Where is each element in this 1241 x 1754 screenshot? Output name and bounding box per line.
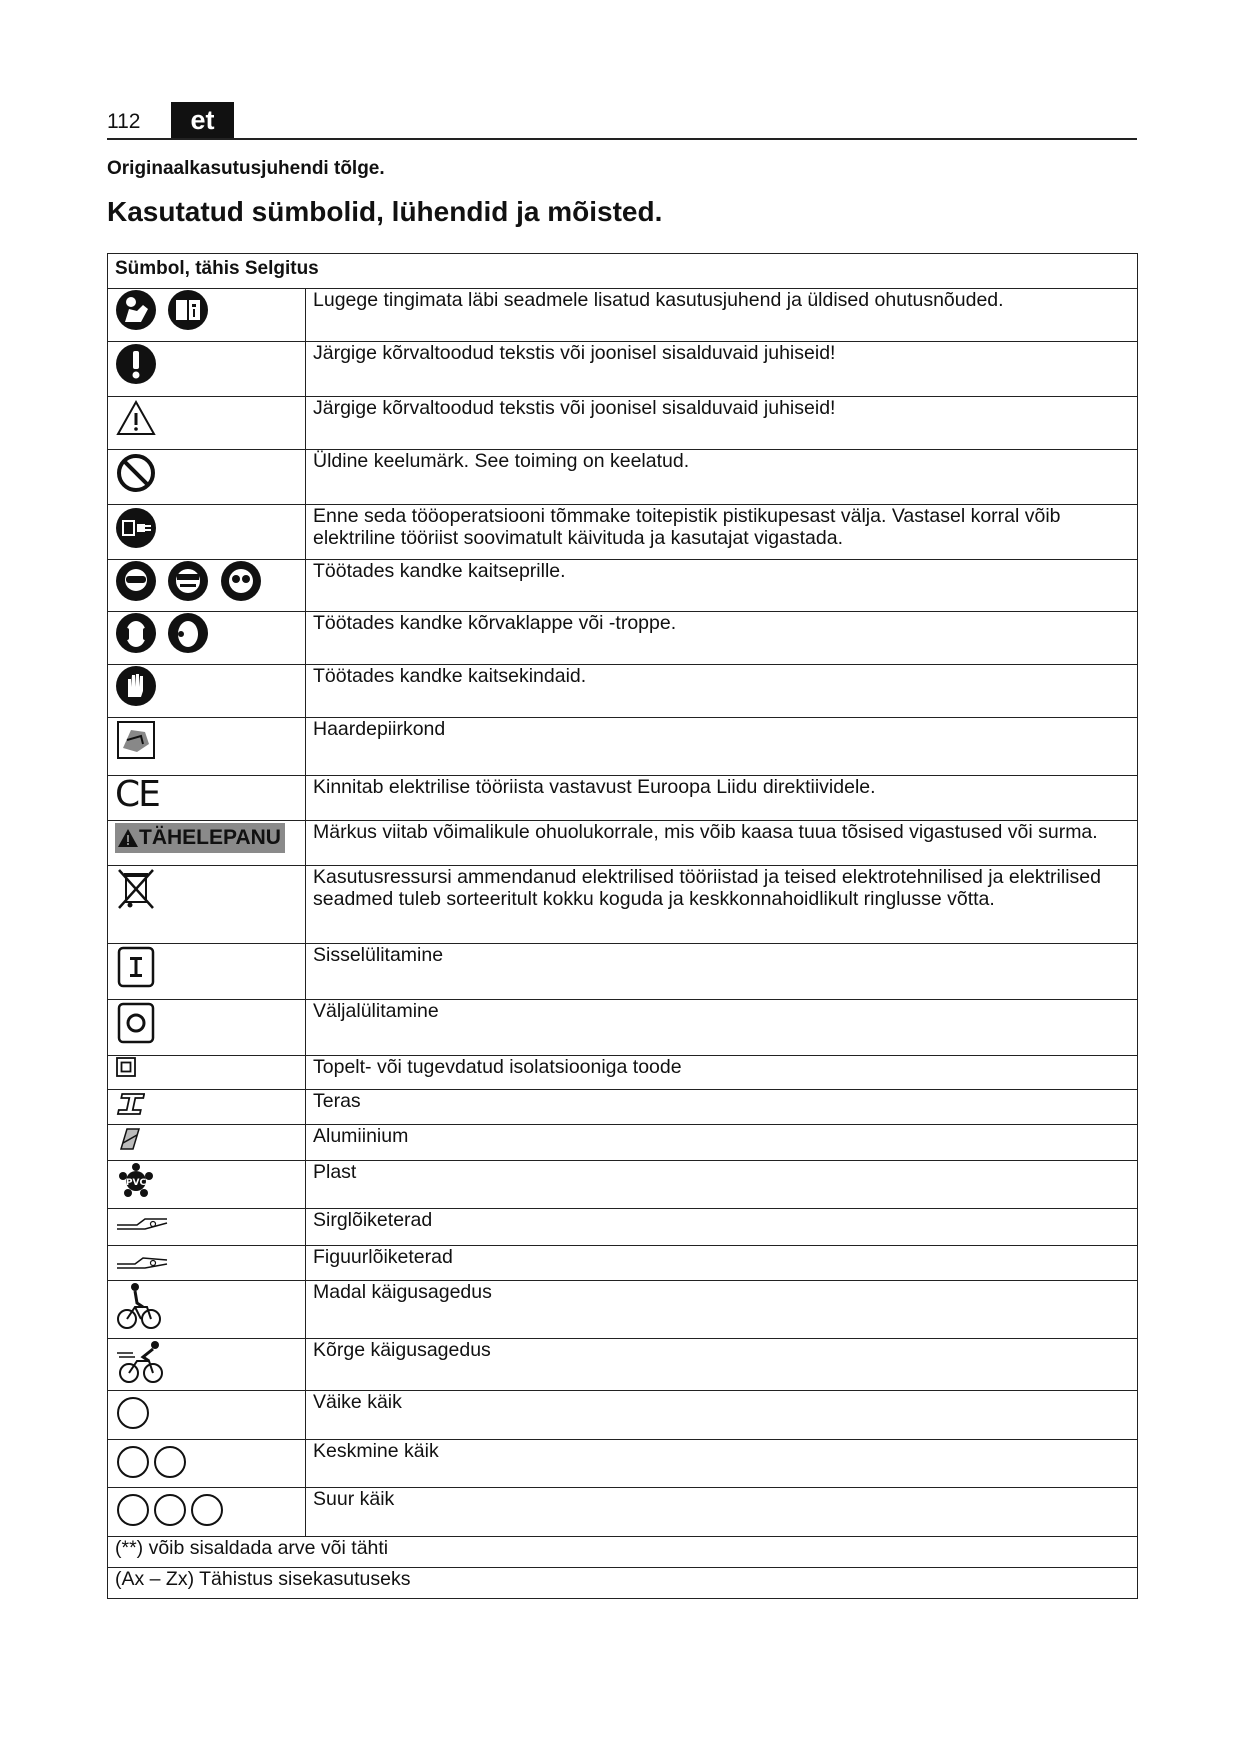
table-row: [108, 1161, 1138, 1209]
table-row: [108, 821, 1138, 866]
symbol-cell: [108, 1281, 306, 1339]
double-insulation-icon: [115, 1056, 137, 1078]
table-row: [108, 1281, 1138, 1339]
symbol-cell: [108, 665, 306, 718]
description-cell: Figuurlõiketerad: [306, 1246, 1138, 1281]
table-row: [108, 560, 1138, 612]
warning-triangle-icon: [115, 397, 157, 439]
table-row: [108, 1000, 1138, 1056]
aluminium-icon: [115, 1125, 145, 1153]
ear-plugs-icon: [167, 612, 209, 654]
symbol-cell: [108, 821, 306, 866]
description-cell: Töötades kandke kõrvaklappe või -troppe.: [306, 612, 1138, 665]
symbol-cell: [108, 1391, 306, 1440]
exclamation-circle-icon: [115, 342, 157, 386]
low-stroke-rate-icon: [115, 1281, 163, 1331]
symbol-cell: [108, 1209, 306, 1246]
description-cell: Järgige kõrvaltoodud tekstis või joonisel sisalduvaid juhiseid!: [306, 342, 1138, 397]
footnote: (Ax – Zx) Tähistus sisekasutuseks: [108, 1568, 1138, 1599]
weee-bin-icon: [115, 866, 157, 912]
symbol-cell: [108, 1000, 306, 1056]
description-cell: Enne seda tööoperatsiooni tõmmake toitepistik pistikupesast välja. Vastasel korral võib elektriline tööriist soovimatult käivituda ja kasutajat vigastada.: [306, 505, 1138, 560]
table-row: [108, 1056, 1138, 1090]
symbol-cell: [108, 776, 306, 821]
page-title: Kasutatud sümbolid, lühendid ja mõisted.: [107, 196, 663, 227]
description-cell: Järgige kõrvaltoodud tekstis või joonisel sisalduvaid juhiseid!: [306, 397, 1138, 450]
description-cell: Plast: [306, 1161, 1138, 1209]
description-cell: Kõrge käigusagedus: [306, 1339, 1138, 1391]
large-orbit-icon: [115, 1488, 231, 1528]
table-header-row: [108, 254, 1138, 289]
table-row: [108, 1391, 1138, 1440]
table-row: [108, 776, 1138, 821]
description-cell: Kinnitab elektrilise tööriista vastavust Euroopa Liidu direktiividele.: [306, 776, 1138, 821]
description-cell: Topelt- või tugevdatud isolatsiooniga toode: [306, 1056, 1138, 1090]
power-on-icon: [115, 944, 157, 990]
symbol-cell: [108, 289, 306, 342]
symbol-cell: [108, 342, 306, 397]
symbol-cell: [108, 718, 306, 776]
table-row: [108, 289, 1138, 342]
language-badge: et: [171, 102, 234, 138]
table-row: [108, 1339, 1138, 1391]
symbol-cell: [108, 1161, 306, 1209]
description-cell: Alumiinium: [306, 1125, 1138, 1161]
description-cell: Sirglõiketerad: [306, 1209, 1138, 1246]
small-orbit-icon: [115, 1391, 155, 1431]
symbol-cell: [108, 1090, 306, 1125]
table-row: [108, 1090, 1138, 1125]
table-row: [108, 612, 1138, 665]
symbol-cell: [108, 450, 306, 505]
ce-mark-icon: CE: [115, 774, 159, 815]
curve-cut-blade-icon: [115, 1246, 169, 1272]
description-cell: Üldine keelumärk. See toiming on keelatud.: [306, 450, 1138, 505]
footnote: (**) võib sisaldada arve või tähti: [108, 1537, 1138, 1568]
description-cell: Märkus viitab võimalikule ohuolukorrale, mis võib kaasa tuua tõsised vigastused või surma.: [306, 821, 1138, 866]
description-cell: Väike käik: [306, 1391, 1138, 1440]
description-cell: Töötades kandke kaitseprille.: [306, 560, 1138, 612]
prohibition-icon: [115, 450, 157, 494]
gloves-icon: [115, 665, 157, 707]
straight-cut-blade-icon: [115, 1209, 169, 1235]
description-cell: Sisselülitamine: [306, 944, 1138, 1000]
protective-glasses-icon: [220, 560, 262, 602]
description-cell: Kasutusressursi ammendanud elektrilised tööriistad ja teised elektrotehnilised ja elektrilised seadmed tuleb sorteeritult kokku koguda ja keskkonnahoidlikult ringlusse võtta.: [306, 866, 1138, 944]
symbol-cell: [108, 1339, 306, 1391]
description-cell: Madal käigusagedus: [306, 1281, 1138, 1339]
grip-area-icon: [115, 718, 157, 762]
table-row: [108, 1209, 1138, 1246]
description-cell: Keskmine käik: [306, 1440, 1138, 1488]
power-off-icon: [115, 1000, 157, 1046]
page-number: 112: [107, 110, 141, 133]
footnote-row: [108, 1568, 1138, 1599]
safety-goggles-icon: [115, 560, 157, 602]
symbol-cell: [108, 1440, 306, 1488]
medium-orbit-icon: [115, 1440, 195, 1480]
symbol-cell: [108, 1125, 306, 1161]
plastic-pvc-icon: [115, 1161, 157, 1201]
document-subtitle: Originaalkasutusjuhendi tõlge.: [107, 158, 385, 179]
warning-triangle-icon: [117, 828, 139, 848]
symbol-cell: [108, 1488, 306, 1537]
table-row: [108, 450, 1138, 505]
description-cell: Haardepiirkond: [306, 718, 1138, 776]
read-manual-icon: [115, 289, 157, 331]
symbol-cell: [108, 866, 306, 944]
table-row: [108, 342, 1138, 397]
table-row: [108, 505, 1138, 560]
symbol-cell: [108, 612, 306, 665]
symbol-cell: [108, 1056, 306, 1090]
description-cell: Suur käik: [306, 1488, 1138, 1537]
symbol-cell: [108, 397, 306, 450]
face-shield-icon: [167, 560, 209, 602]
warning-banner-label: TÄHELEPANU: [139, 826, 281, 849]
unplug-icon: [115, 505, 157, 549]
symbol-cell: [108, 560, 306, 612]
table-row: [108, 397, 1138, 450]
steel-icon: [115, 1090, 145, 1118]
description-cell: Töötades kandke kaitsekindaid.: [306, 665, 1138, 718]
table-header: Sümbol, tähis Selgitus: [108, 254, 1138, 289]
table-row: [108, 1440, 1138, 1488]
table-row: [108, 665, 1138, 718]
svg-text:PVC: PVC: [125, 1178, 147, 1188]
manual-book-icon: [167, 289, 209, 331]
description-cell: Lugege tingimata läbi seadmele lisatud kasutusjuhend ja üldised ohutusnõuded.: [306, 289, 1138, 342]
warning-banner-icon: [115, 823, 285, 853]
table-row: [108, 718, 1138, 776]
table-row: [108, 944, 1138, 1000]
table-row: [108, 1488, 1138, 1537]
high-stroke-rate-icon: [115, 1339, 167, 1385]
symbols-table: [107, 253, 1138, 1599]
table-row: [108, 1246, 1138, 1281]
symbol-cell: [108, 505, 306, 560]
table-row: [108, 1125, 1138, 1161]
table-row: [108, 866, 1138, 944]
description-cell: Teras: [306, 1090, 1138, 1125]
ear-muffs-icon: [115, 612, 157, 654]
symbol-cell: [108, 944, 306, 1000]
footnote-row: [108, 1537, 1138, 1568]
description-cell: Väljalülitamine: [306, 1000, 1138, 1056]
symbol-cell: [108, 1246, 306, 1281]
page-header: [107, 102, 1137, 140]
